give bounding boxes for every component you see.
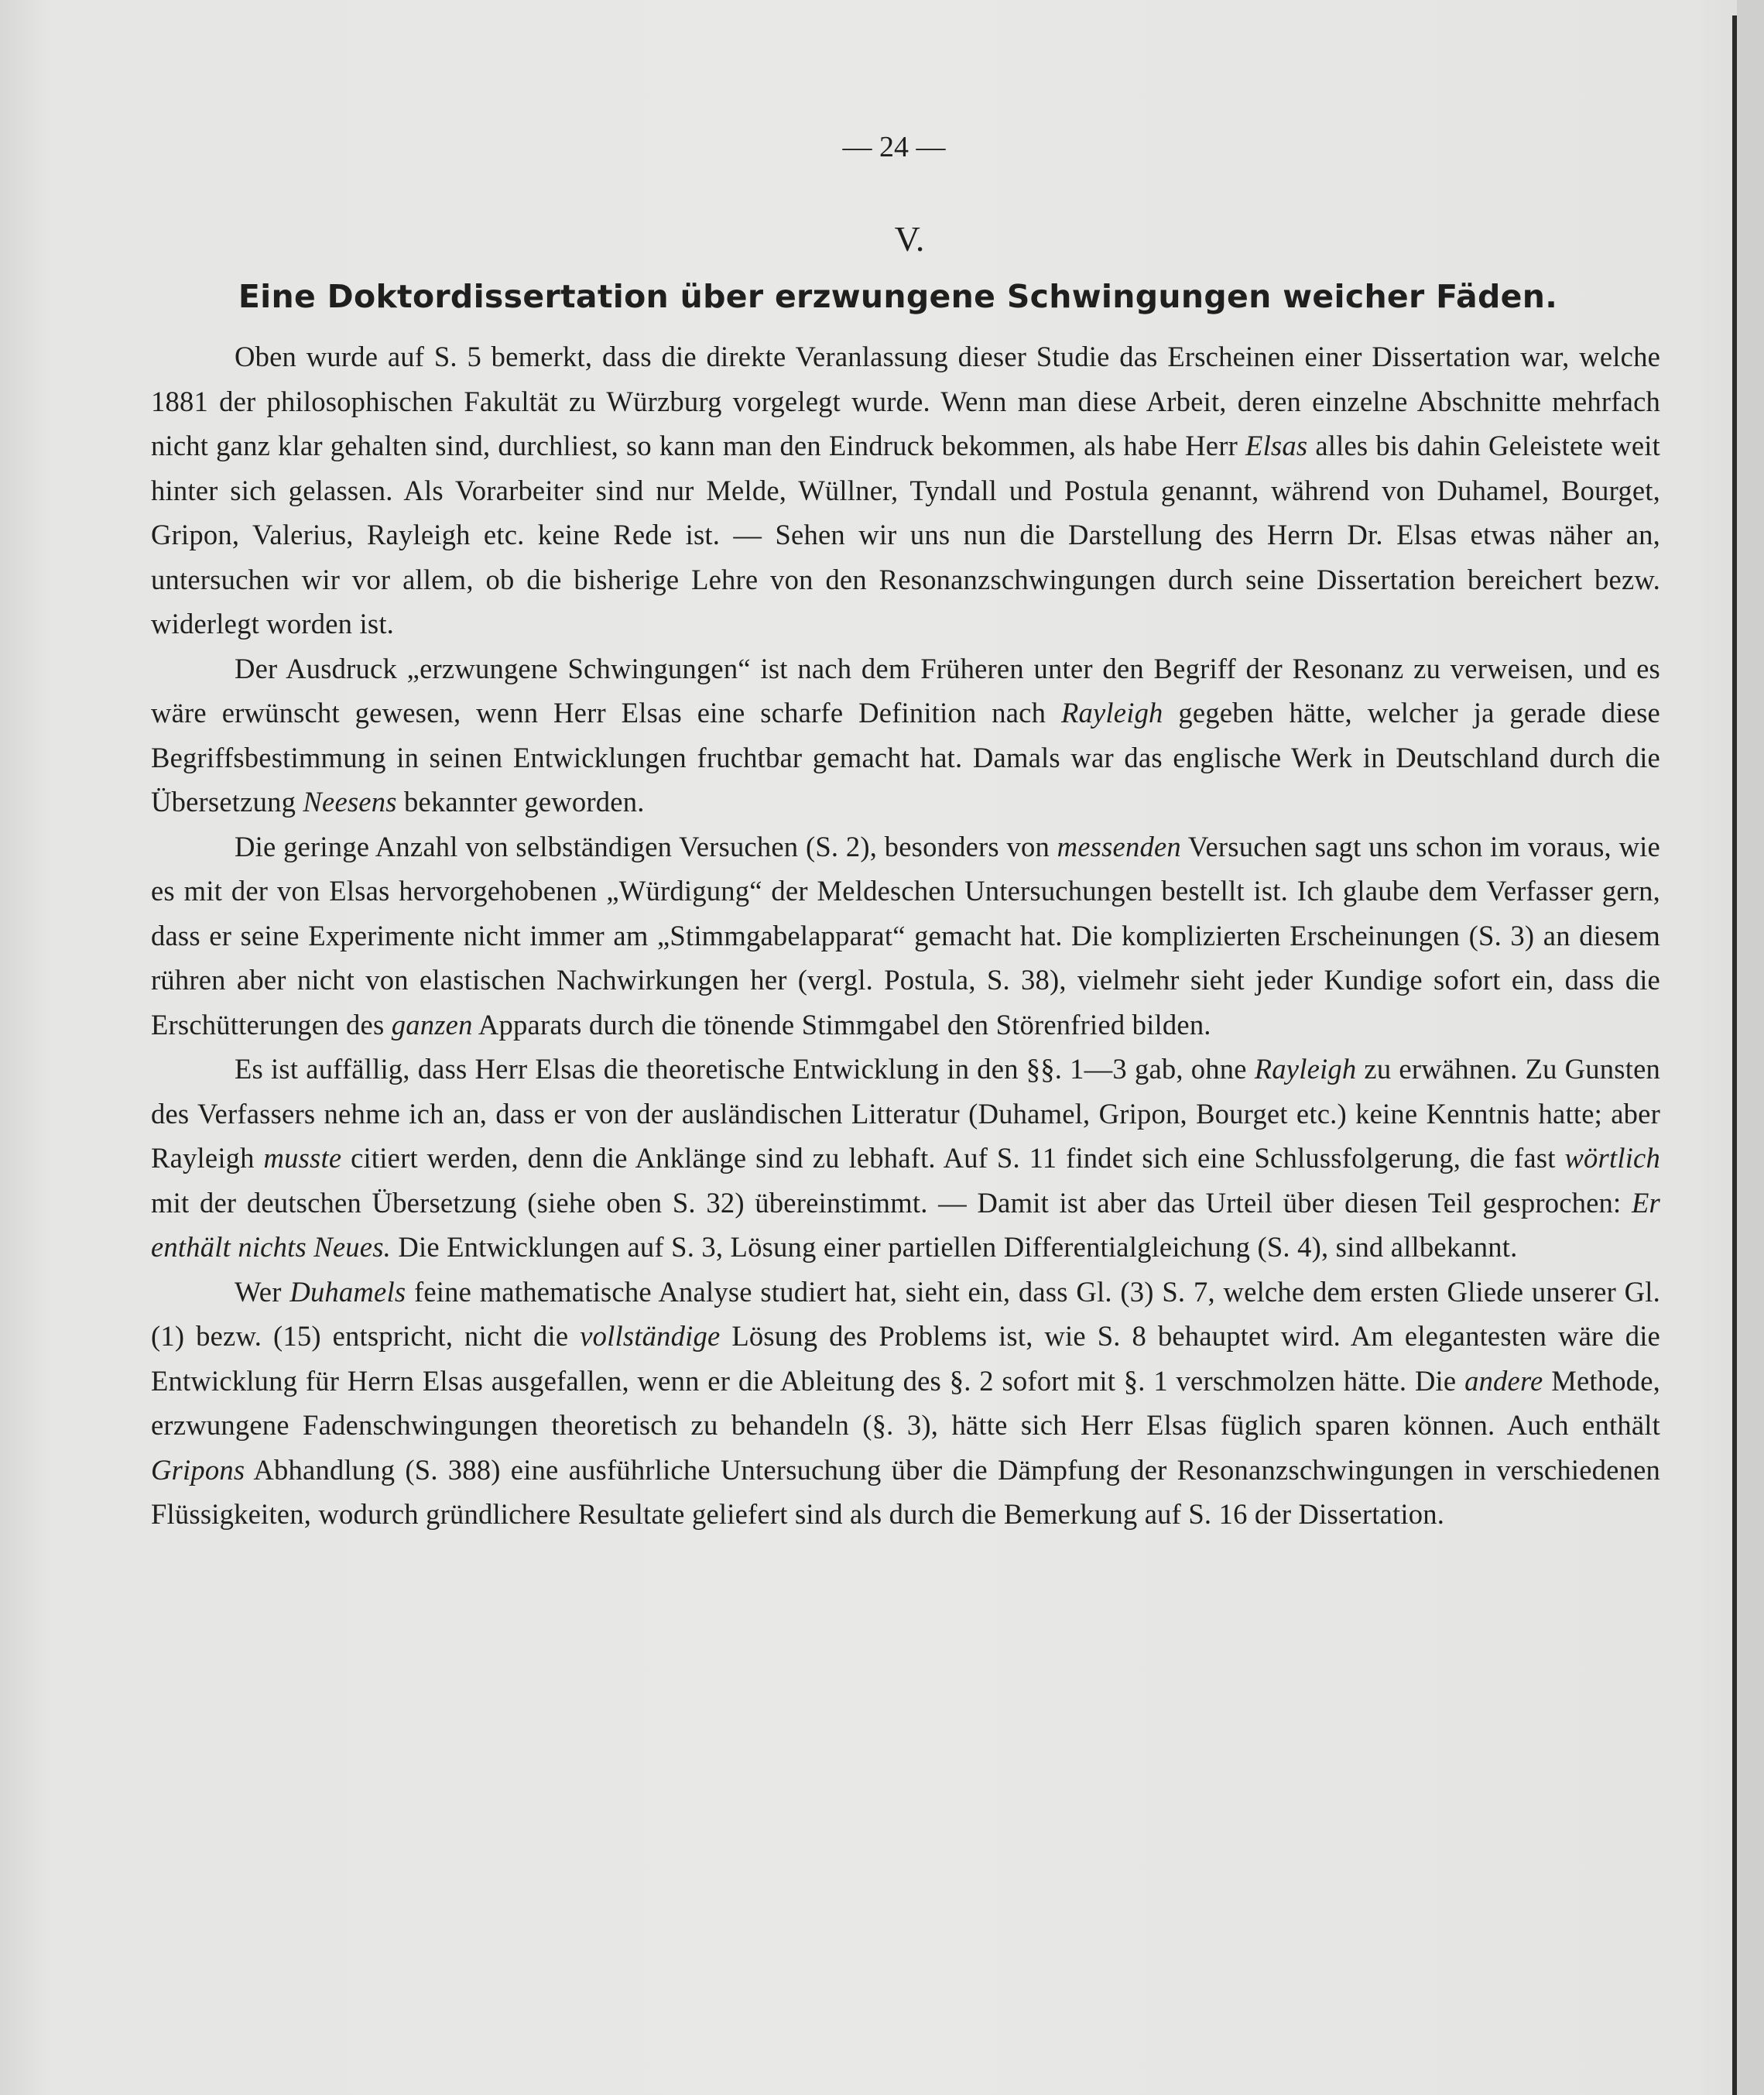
text-run: Methode, erzwungene Fadenschwingungen theoretisch zu behandeln (§. 3), hätte sich Herr Elsas füglich sparen können. Auch enthält (151, 1364, 1660, 1441)
italic-text: andere (1464, 1364, 1543, 1397)
paragraph (151, 646, 1660, 825)
paragraph (151, 1270, 1660, 1537)
text-run: Abhandlung (S. 388) eine ausführliche Untersuchung über die Dämpfung der Resonanzschwingungen in verschiedenen Flüssigkeiten, wodurch gründlichere Resultate geliefert sind als durch die Bemerkung auf S. 16 der Dissertation. (151, 1453, 1660, 1530)
italic-text: Duhamels (289, 1275, 406, 1308)
italic-text: Gripons (151, 1453, 245, 1486)
body-text (151, 334, 1660, 1537)
section-title: Eine Doktordissertation über erzwungene Schwingungen weicher Fäden. (238, 278, 1558, 315)
text-run: mit der deutschen Übersetzung (siehe oben S. 32) übereinstimmt. — Damit ist aber das Urteil über diesen Teil gesprochen: (151, 1186, 1632, 1219)
text-run: Die Entwicklungen auf S. 3, Lösung einer partiellen Differentialgleichung (S. 4), sind allbekannt. (391, 1231, 1518, 1263)
italic-text: Rayleigh (1060, 697, 1163, 729)
section-number: V. (894, 219, 925, 259)
text-run: bekannter geworden. (396, 786, 645, 818)
italic-text: Er enthält nichts Neues. (151, 1186, 1660, 1263)
text-block (151, 124, 1660, 1537)
italic-text: ganzen (391, 1008, 473, 1041)
text-run: Lösung des Problems ist, wie S. 8 behauptet wird. Am elegantesten wäre die Entwicklung für Herrn Elsas ausgefallen, wenn er die Ableitung des §. 2 sofort mit §. 1 verschmolzen hätte. Die (151, 1320, 1660, 1397)
italic-text: musste (263, 1142, 342, 1174)
paragraph (151, 334, 1660, 646)
text-run: Apparats durch die tönende Stimmgabel den Störenfried bilden. (472, 1008, 1211, 1041)
italic-text: vollständige (580, 1320, 721, 1352)
italic-text: wörtlich (1564, 1142, 1660, 1174)
text-run: Es ist auffällig, dass Herr Elsas die theoretische Entwicklung in den §§. 1—3 gab, ohne (235, 1053, 1255, 1085)
text-run: Die geringe Anzahl von selbständigen Versuchen (S. 2), besonders von (235, 830, 1057, 862)
text-run: Versuchen sagt uns schon im voraus, wie es mit der von Elsas hervorgehobenen „Würdigung“ der Meldeschen Untersuchungen bestellt ist. Ich glaube dem Verfasser gern, dass er seine Experimente nicht immer am „Stimmgabelapparat“ gemacht hat. Die komplizierten Erscheinungen (S. 3) an diesem rühren aber nicht von elastischen Nachwirkungen her (vergl. Postula, S. 38), vielmehr sieht jeder Kundige sofort ein, dass die Erschütterungen des (151, 830, 1660, 1041)
text-run: zu erwähnen. Zu Gunsten des Verfassers nehme ich an, dass er von der ausländischen Litteratur (Duhamel, Gripon, Bourget etc.) keine Kenntnis hatte; aber Rayleigh (151, 1053, 1660, 1174)
text-run: Oben wurde auf S. 5 bemerkt, dass die direkte Veranlassung dieser Studie das Erscheinen einer Dissertation war, welche 1881 der philosophischen Fakultät zu Würzburg vorgelegt wurde. Wenn man diese Arbeit, deren einzelne Abschnitte mehrfach nicht ganz klar gehalten sind, durchliest, so kann man den Eindruck bekommen, als habe Herr (151, 341, 1660, 461)
italic-text: Elsas (1245, 430, 1308, 461)
text-run: Wer (235, 1275, 290, 1308)
text-run: citiert werden, denn die Anklänge sind zu lebhaft. Auf S. 11 findet sich eine Schlussfolgerung, die fast (341, 1142, 1565, 1174)
italic-text: Neesens (303, 786, 397, 818)
text-run: alles bis dahin Geleistete weit hinter sich gelassen. Als Vorarbeiter sind nur Melde, Wüllner, Tyndall und Postula genannt, während von Duhamel, Bourget, Gripon, Valerius, Rayleigh etc. keine Rede ist. — Sehen wir uns nun die Darstellung des Herrn Dr. Elsas etwas näher an, untersuchen wir vor allem, ob die bisherige Lehre von den Resonanzschwingungen durch seine Dissertation bereichert bezw. widerlegt worden ist. (151, 430, 1660, 639)
paragraph (151, 1047, 1660, 1270)
text-run: feine mathematische Analyse studiert hat, sieht ein, dass Gl. (3) S. 7, welche dem ersten Gliede unserer Gl. (1) bezw. (15) entspricht, nicht die (151, 1275, 1660, 1352)
page-number: — 24 — (842, 131, 946, 163)
text-run: gegeben hätte, welcher ja gerade diese Begriffsbestimmung in seinen Entwicklungen fruchtbar gemacht hat. Damals war das englische Werk in Deutschland durch die Übersetzung (151, 697, 1660, 818)
paragraph (151, 825, 1660, 1048)
italic-text: messenden (1057, 830, 1181, 862)
page-margin (1737, 0, 1764, 2095)
text-run: Der Ausdruck „erzwungene Schwingungen“ ist nach dem Früheren unter den Begriff der Resonanz zu verweisen, und es wäre erwünscht gewesen, wenn Herr Elsas eine scharfe Definition nach (151, 652, 1660, 729)
italic-text: Rayleigh (1254, 1053, 1357, 1085)
